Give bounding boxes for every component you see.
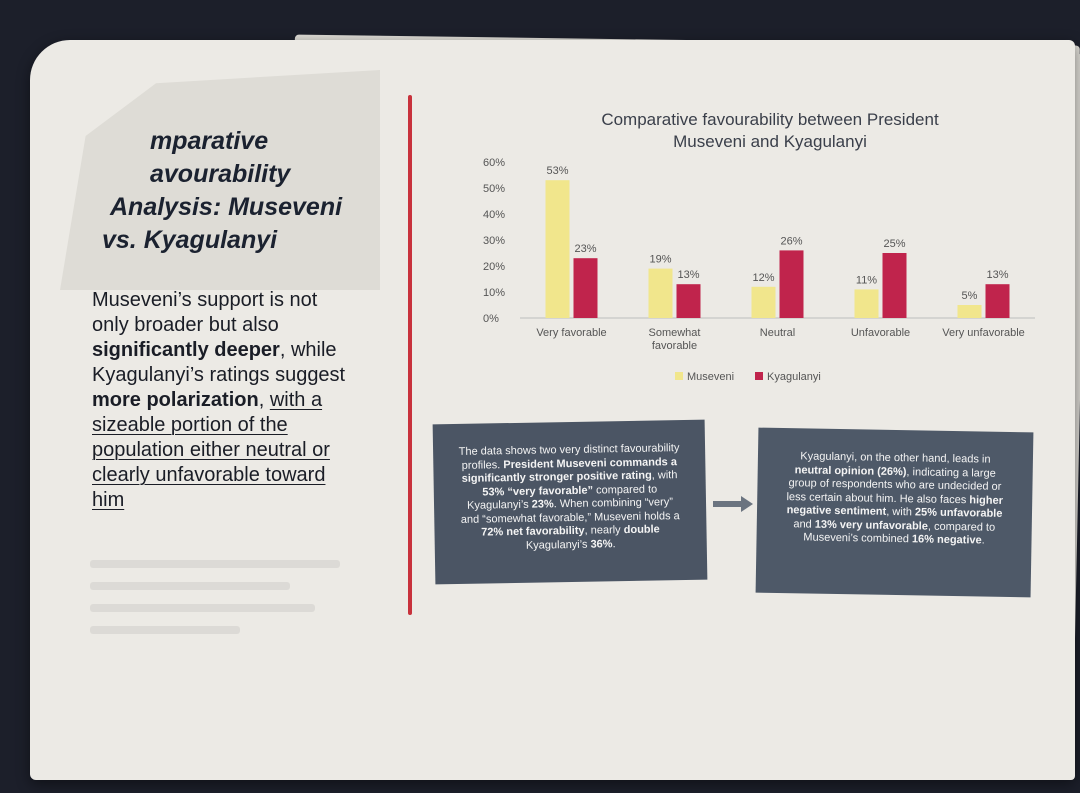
panel-emphasis: 36% — [590, 537, 613, 551]
bar-kyagulanyi — [677, 284, 701, 318]
x-tick-label: favorable — [651, 340, 698, 352]
body-line — [92, 338, 392, 363]
heading-line-3: Analysis: Museveni — [110, 193, 343, 221]
body-text-run: , — [258, 389, 270, 411]
emphasis-text: significantly deeper — [92, 339, 280, 361]
panel-emphasis: double — [623, 523, 660, 537]
data-label: 19% — [649, 253, 672, 266]
chart-title: Museveni and Kyagulanyi — [673, 132, 867, 151]
y-tick-label: 40% — [483, 209, 506, 221]
y-tick-label: 10% — [483, 287, 506, 299]
data-label: 12% — [752, 271, 775, 284]
bar-museveni — [958, 305, 982, 318]
panel-emphasis: 25% unfavorable — [914, 506, 1003, 520]
body-line: only broader but also — [92, 314, 279, 336]
chart-container — [425, 90, 1065, 410]
panel-emphasis: significantly stronger positive rating — [461, 469, 652, 485]
y-tick-label: 30% — [483, 235, 506, 247]
panel-text-run: Kyagulanyi’s — [467, 498, 532, 512]
heading-line-2: avourability — [150, 160, 291, 188]
panel-emphasis: negative sentiment — [786, 504, 887, 518]
panel-text-run: and — [793, 517, 815, 531]
y-tick-label: 60% — [483, 157, 506, 169]
accent-divider — [408, 95, 412, 615]
bar-kyagulanyi — [780, 250, 804, 318]
panel-emphasis: 13% very unfavorable — [814, 518, 929, 533]
panel-text-run: , indicating a large — [906, 465, 996, 480]
bar-museveni — [649, 269, 673, 318]
panel-text-run: , with — [886, 505, 916, 519]
panel-text-run: . — [612, 537, 616, 550]
heading-line-4: vs. Kyagulanyi — [102, 226, 278, 254]
panel-text-run: Kyagulanyi’s — [525, 538, 591, 552]
panel-text-run: Museveni’s combined — [803, 531, 913, 546]
summary-paragraph — [92, 288, 392, 513]
body-line: Kyagulanyi’s ratings suggest — [92, 364, 346, 386]
data-label: 13% — [986, 269, 1009, 282]
data-label: 25% — [883, 238, 906, 250]
right-arrow-icon — [713, 496, 753, 512]
favourability-bar-chart — [425, 90, 1065, 410]
x-tick-label: Unfavorable — [850, 327, 911, 339]
panel-emphasis: higher — [969, 493, 1004, 507]
panel-emphasis: President Museveni commands a — [503, 455, 678, 471]
panel-text-run: . When combining “very” — [553, 496, 674, 511]
panel-line: The data shows two very distinct favourability — [458, 442, 680, 458]
x-tick-label: Somewhat — [648, 327, 701, 339]
chart-title: Comparative favourability between President — [601, 110, 939, 129]
panel-emphasis: 53% “very favorable” — [482, 484, 594, 499]
bar-kyagulanyi — [883, 253, 907, 318]
legend-swatch — [755, 372, 763, 380]
legend-label: Museveni — [687, 371, 735, 383]
data-label: 26% — [780, 235, 803, 248]
underlined-line: sizeable portion of the — [92, 414, 288, 436]
panel-line: and “somewhat favorable,” Museveni holds a — [460, 509, 680, 526]
data-label: 5% — [961, 290, 978, 302]
bar-museveni — [855, 289, 879, 318]
panel-emphasis: 23% — [531, 498, 554, 511]
data-label: 53% — [546, 165, 569, 178]
data-label: 13% — [677, 269, 700, 282]
underlined-line: population either neutral or — [92, 439, 330, 461]
body-line — [92, 388, 392, 413]
underlined-line: him — [92, 489, 125, 511]
data-label: 11% — [855, 274, 878, 287]
bar-kyagulanyi — [574, 258, 598, 318]
heading-block — [90, 125, 410, 257]
panel-emphasis: neutral opinion (26%) — [794, 463, 907, 478]
panel-text-run: , nearly — [584, 524, 624, 537]
insight-panel-museveni — [433, 420, 708, 585]
body-text-run: , while — [279, 339, 337, 361]
x-tick-label: Very unfavorable — [942, 327, 1025, 339]
panel-emphasis: 16% negative — [911, 533, 982, 547]
underlined-line: clearly unfavorable toward — [92, 464, 326, 486]
bar-museveni — [752, 287, 776, 318]
heading-line-1: mparative — [150, 127, 269, 155]
faded-text-block — [90, 560, 340, 680]
underlined-text: with a — [269, 389, 323, 411]
legend-label: Kyagulanyi — [767, 371, 821, 383]
data-label: 23% — [574, 243, 597, 256]
page-heading — [90, 125, 410, 257]
bar-museveni — [546, 180, 570, 318]
panel-emphasis: 72% net favorability — [481, 524, 585, 539]
y-tick-label: 50% — [483, 183, 506, 195]
y-tick-label: 0% — [483, 313, 499, 325]
panel-text-run: , with — [651, 469, 678, 482]
panel-line: group of respondents who are undecided or — [788, 477, 1002, 493]
insight-panel-kyagulanyi — [756, 428, 1034, 598]
panel-text-run: . — [981, 534, 985, 547]
emphasis-text: more polarization — [92, 389, 259, 411]
panel-text-run: , compared to — [927, 520, 996, 534]
bar-kyagulanyi — [986, 284, 1010, 318]
panel-text-run: profiles. — [461, 458, 501, 472]
x-tick-label: Very favorable — [536, 327, 607, 339]
x-tick-label: Neutral — [759, 327, 796, 339]
panel-line: Kyagulanyi, on the other hand, leads in — [800, 450, 991, 466]
panel-text-run: less certain about him. He also faces — [786, 490, 970, 506]
y-tick-label: 20% — [483, 261, 506, 273]
panel-text-run: compared to — [592, 482, 658, 497]
printed-page — [30, 40, 1075, 780]
body-line: Museveni’s support is not — [92, 289, 318, 311]
legend-swatch — [675, 372, 683, 380]
